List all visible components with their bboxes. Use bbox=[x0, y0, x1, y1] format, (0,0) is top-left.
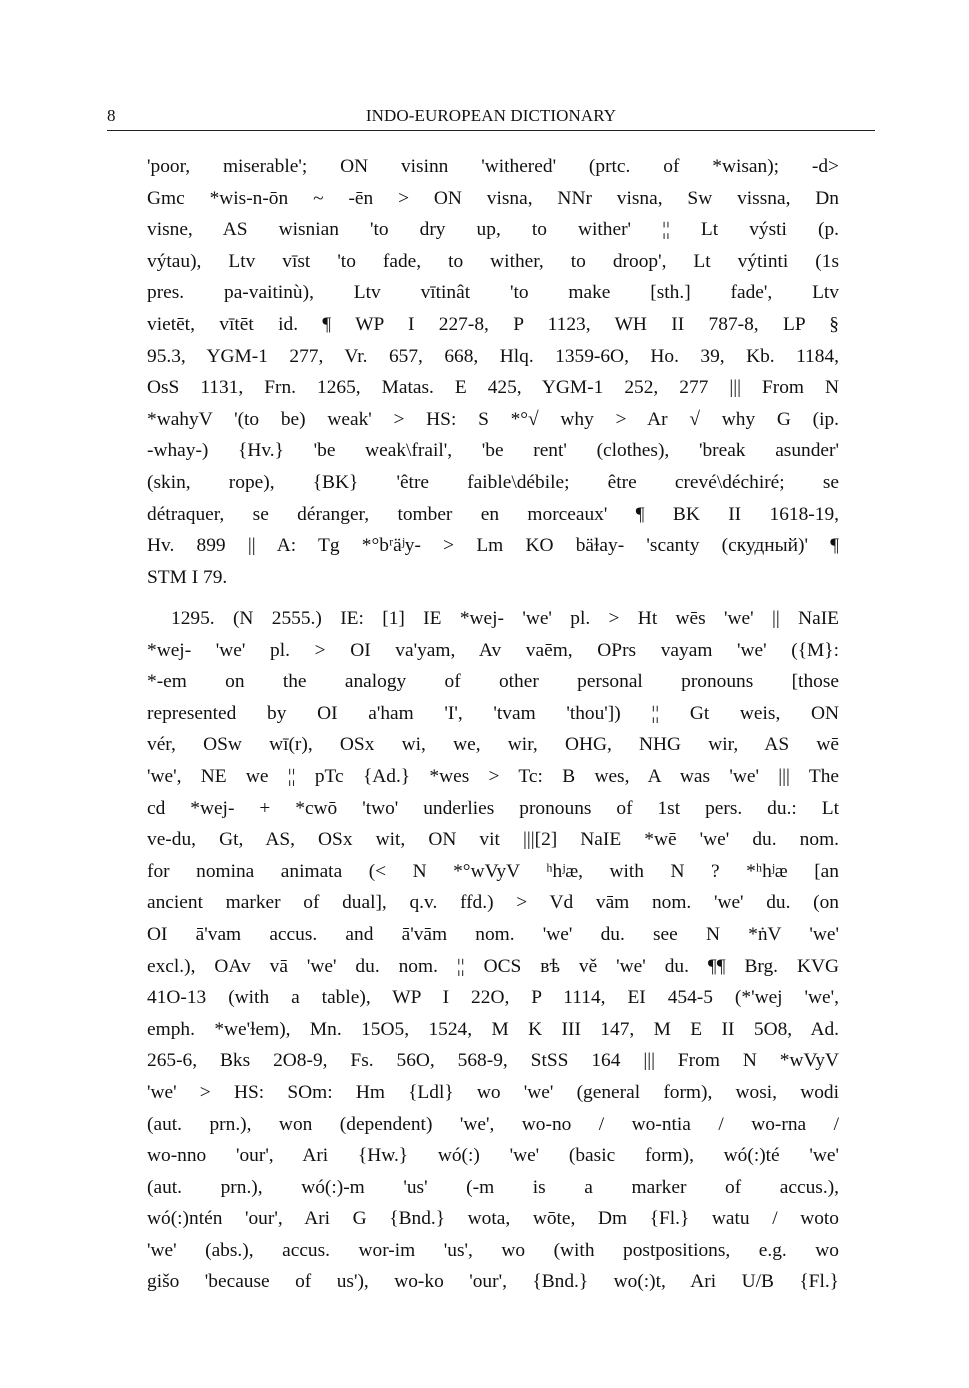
text-line: *wej- 'we' pl. > OI va'yam, Av vaēm, OPrs vayam 'we' ({M}: bbox=[147, 639, 839, 661]
text-line: gišo 'because of us'), wo-ko 'our', {Bnd.} wo(:)t, Ari U/B {Fl.} bbox=[147, 1271, 839, 1293]
text-line: 'we', NE we ¦¦ pTc {Ad.} *wes > Tc: B wes, A was 'we' ||| The bbox=[147, 765, 839, 787]
text-line: OsS 1131, Frn. 1265, Matas. E 425, YGM-1 252, 277 ||| From N bbox=[147, 377, 839, 399]
text-line: vér, OSw wī(r), OSx wi, we, wir, OHG, NHG wir, AS wē bbox=[147, 734, 839, 756]
text-line: 'we' > HS: SOm: Hm {Ldl} wo 'we' (general form), wosi, wodi bbox=[147, 1081, 839, 1103]
text-line: for nomina animata (< N *°wVyV ʰhʲæ, with N ? *ʰhʲæ [an bbox=[147, 860, 839, 882]
running-title: INDO-EUROPEAN DICTIONARY bbox=[365, 106, 617, 125]
text-line: ve-du, Gt, AS, OSx wit, ON vit |||[2] NaIE *wē 'we' du. nom. bbox=[147, 829, 839, 851]
text-line: (aut. prn.), won (dependent) 'we', wo-no / wo-ntia / wo-rna / bbox=[147, 1113, 839, 1135]
text-line: emph. *we'ɫem), Mn. 15O5, 1524, M K III 147, M E II 5O8, Ad. bbox=[147, 1018, 839, 1040]
text-line: ancient marker of dual], q.v. ffd.) > Vd vām nom. 'we' du. (on bbox=[147, 892, 839, 914]
text-line: *wahyV '(to be) weak' > HS: S *°√ why > Ar √ why G (ip. bbox=[147, 408, 839, 430]
running-header bbox=[107, 104, 875, 131]
text-line: visne, AS wisnian 'to dry up, to wither' ¦¦ Lt výsti (p. bbox=[147, 219, 839, 241]
text-line: 'poor, miserable'; ON visinn 'withered' (prtc. of *wisan); -d> bbox=[147, 156, 839, 177]
text-line: 41O-13 (with a table), WP I 22O, P 1114, EI 454-5 (*'wej 'we', bbox=[147, 987, 839, 1009]
text-line: détraquer, se déranger, tomber en morceaux' ¶ BK II 1618-19, bbox=[147, 503, 839, 525]
page-number: 8 bbox=[107, 106, 116, 125]
entry-1295 bbox=[147, 603, 839, 1298]
text-line: excl.), OAv vā 'we' du. nom. ¦¦ OCS вѣ vě 'we' du. ¶¶ Brg. KVG bbox=[147, 955, 839, 977]
entry-1294-continuation bbox=[147, 151, 839, 593]
text-line: výtau), Ltv vīst 'to fade, to wither, to droop', Lt výtinti (1s bbox=[147, 250, 839, 272]
text-line: -whay-) {Hv.} 'be weak\frail', 'be rent' (clothes), 'break asunder' bbox=[147, 440, 839, 462]
text-line: wó(:)ntén 'our', Ari G {Bnd.} wota, wōte, Dm {Fl.} watu / woto bbox=[147, 1208, 839, 1230]
text-line: (skin, rope), {BK} 'être faible\débile; être crevé\déchiré; se bbox=[147, 471, 839, 493]
text-line: Hv. 899 || A: Tg *°bʳäʲy- > Lm KO bäɫay- 'scanty (скудный)' ¶ bbox=[147, 535, 839, 557]
text-line: Gmc *wis-n-ōn ~ -ēn > ON visna, NNr visna, Sw vissna, Dn bbox=[147, 187, 839, 209]
text-line: *-em on the analogy of other personal pronouns [those bbox=[147, 671, 839, 693]
text-line: vietēt, vītēt id. ¶ WP I 227-8, P 1123, WH II 787-8, LP § bbox=[147, 313, 839, 335]
text-line: 265-6, Bks 2O8-9, Fs. 56O, 568-9, StSS 164 ||| From N *wVyV bbox=[147, 1050, 839, 1072]
text-line: cd *wej- + *cwō 'two' underlies pronouns of 1st pers. du.: Lt bbox=[147, 797, 839, 819]
text-line: STM I 79. bbox=[147, 566, 228, 588]
text-line: represented by OI a'ham 'I', 'tvam 'thou']) ¦¦ Gt weis, ON bbox=[147, 702, 839, 724]
text-line: 95.3, YGM-1 277, Vr. 657, 668, Hlq. 1359-6O, Ho. 39, Kb. 1184, bbox=[147, 345, 839, 367]
entry-heading-line: 1295. (N 2555.) IE: [1] IE *wej- 'we' pl. > Ht wēs 'we' || NaIE bbox=[171, 608, 839, 629]
text-line: pres. pa-vaitinù), Ltv vītinât 'to make [sth.] fade', Ltv bbox=[147, 282, 839, 304]
text-line: OI ā'vam accus. and ā'vām nom. 'we' du. see N *ṅV 'we' bbox=[147, 923, 839, 945]
text-line: wo-nno 'our', Ari {Hw.} wó(:) 'we' (basic form), wó(:)té 'we' bbox=[147, 1145, 839, 1167]
text-line: (aut. prn.), wó(:)-m 'us' (-m is a marker of accus.), bbox=[147, 1176, 839, 1198]
text-line: 'we' (abs.), accus. wor-im 'us', wo (with postpositions, e.g. wo bbox=[147, 1239, 839, 1261]
